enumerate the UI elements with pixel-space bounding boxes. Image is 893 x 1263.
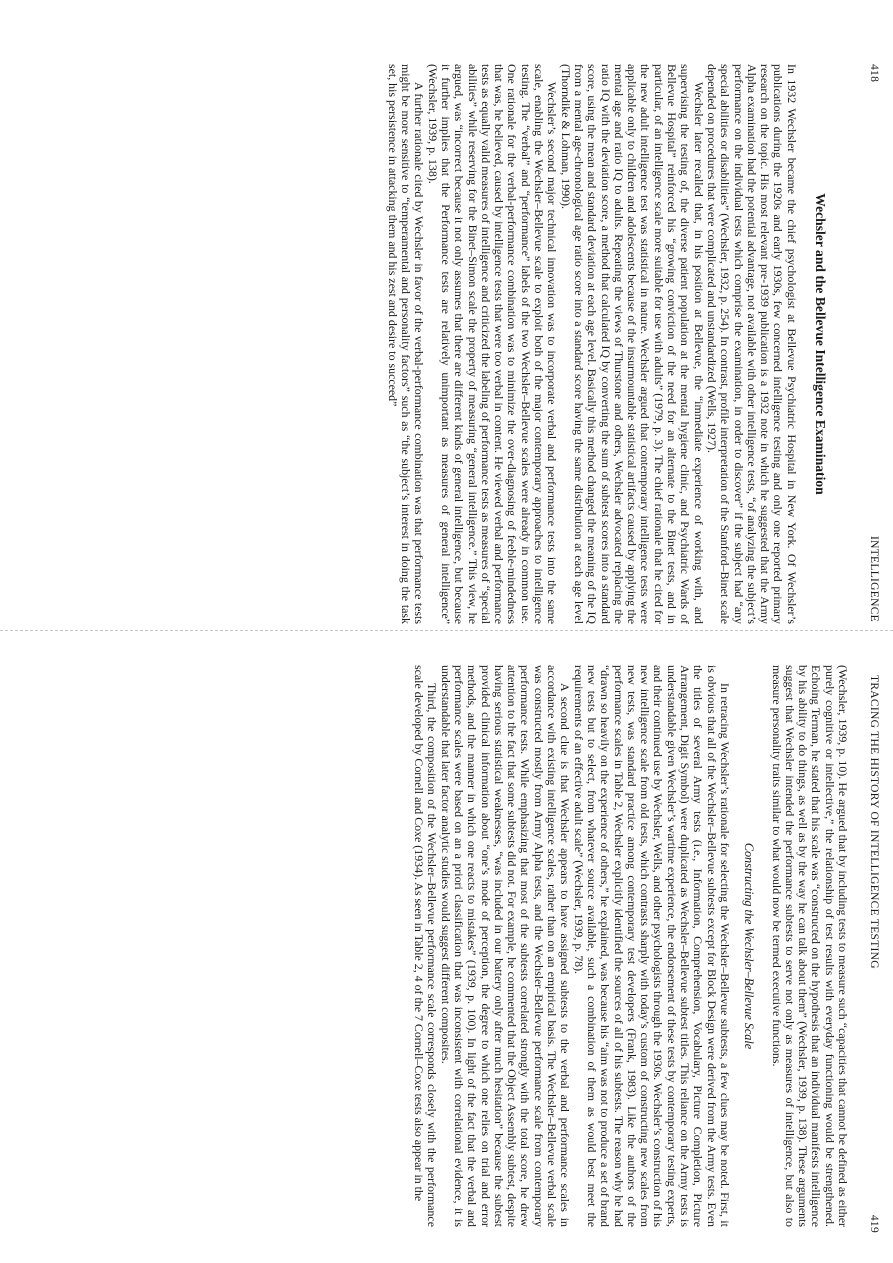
page-number: 419 [868,1214,880,1233]
running-head [864,675,880,1233]
right-text-column [412,665,849,1227]
running-head-title: TRACING THE HISTORY OF INTELLIGENCE TESTING [868,675,880,969]
section-title: Wechsler and the Bellevue Intelligence Examination [813,193,828,495]
paragraph: In retracing Wechsler’s rationale for selecting the Wechsler–Bellevue subtests, a few clues may be noted. First, it is obvious that all of the Wechsler–Bellevue subtests except for Block Design were derived from the Army tests. Even the titles of several Army tests (i.e., Information, Comprehension, Vocabulary, Picture Completion, Picture Arrangement, Digit Symbol) were duplicated as Wechsler–Bellevue subtest titles. This reliance on the Army tests is understandable given Wechsler’s wartime experience, the endorsement of these tests by contemporary testing experts, and their continued use by Wechsler, Wells, and other psychologists through the 1930s. Wechsler’s construction of his new intelligence scale from old tests, which contrasts sharply with today’s custom of constructing new scales from new tests, was standard practice among contemporary test developers (Frank, 1983). Like the authors of the performance scales in Table 2, Wechsler explicitly identified the sources of all of his subtests. The reason why he had “drawn so heavily on the experience of others,” he explained, was because his “aim was not to produce a set of brand new tests but to select, from whatever source available, such a combination of them as would best meet the requirements of an effective adult scale” (Wechsler, 1939, p. 78). [571,665,732,1227]
paragraph: A second clue is that Wechsler appears to have assigned subtests to the verbal and performance scales in accordance with existing intelligence scales, rather than on an empirical basis. The Wechsler–Bellevue verbal scale was constructed mostly from Army Alpha tests, and the Wechsler–Bellevue performance scale from contemporary performance tests. While emphasizing that most of the subtests correlated strongly with the total score, he drew attention to the fact that some subtests did not. For example, he commented that the Object Assembly subtest, despite having serious statistical weaknesses, “was included in our battery only after much hesitation” because the subtest provided clinical information about “one’s mode of perception, the degree to which one relies on trial and error methods, and the manner in which one reacts to mistakes” (1939, p. 100). In light of the fact that the verbal and performance scales were based on an a priori classification that was inconsistent with correlational evidence, it is understandable that later factor analytic studies would suggest different composites. [438,665,573,1227]
paragraph: Wechsler’s second major technical innovation was to incorporate verbal and performance tests into the same scale, enabling the Wechsler–Bellevue scale to exploit both of the major contemporary approaches to intelligence testing. The “verbal” and “performance” labels of the two Wechsler–Bellevue scales were already in common use. One rationale for the verbal-performance combination was to minimize the over-diagnosing of feeble-mindedness that was, he believed, caused by intelligence tests that were too verbal in content. He viewed verbal and performance tests as equally valid measures of intelligence and criticized the labeling of performance tests as measures of “special abilities” while reserving for the Binet–Simon scale the property of measuring “general intelligence.” This view, he argued, was “incorrect because it not only assumes that there are different kinds of general intelligence, but because it further implies that the Performance tests are relatively unimportant as measures of general intelligence” (Wechsler, 1939, p. 138). [425,64,560,624]
paragraph: (Wechsler, 1939, p. 10). He argued that by including tests to measure such “capacities that cannot be defined as either purely cognitive or intellective,” the relationship of test results with everyday functioning would be strengthened. Echoing Terman, he stated that his scale was “constructed on the hypothesis that an individual manifests intelligence by his ability to do things, as well as by the way he can talk about them” (Wechsler, 1939, p. 138). These arguments suggest that Wechsler intended the performance subtests to serve not only as measures of intelligence, but also to measure personality traits similar to what would now be termed executive functions. [769,665,850,1227]
paragraph: Third, the composition of the Wechsler–Bellevue performance scale corresponds closely with the performance scale developed by Cornell and Coxe (1934). As seen in Table 2, 4 of the 7 Cornell–Coxe tests also appear in the [412,665,440,1227]
paragraph: In 1932 Wechsler became the chief psychologist at Bellevue Psychiatric Hospital in New York. Of Wechsler’s publications during the 1920s and early 1930s, few concerned intelligence testing and only one reported primary research on the topic. His most relevant pre-1939 publication is a 1932 note in which he suggested that the Army Alpha examination had the potential advantage, not available with other intelligence tests, “of analyzing the subject’s performance on the individual tests which comprise the examination, in order to discover” if the subject had “any special abilities or disabilities” (Wechsler, 1932, p. 254). In contrast, profile interpretation of the Stanford–Binet scale depended on procedures that were complicated and unstandardized (Wells, 1927). [704,64,799,624]
running-head [864,64,880,622]
subsection-title: Constructing the Wechsler–Bellevue Scale [742,842,757,1050]
page-number: 418 [868,64,880,83]
left-page [0,34,893,634]
running-head-title: INTELLIGENCE [868,536,880,622]
paragraph: Wechsler later recalled that, in his position at Bellevue, the “immediate experience of working with, and supervising the testing of, the diverse patient population at the mental hygiene clinic, and Psychiatric Wards of Bellevue Hospital” reinforced his “growing conviction of the need for an alternate to the Binet tests, and in particular, of an intelligence scale more suitable for use with adults” (1979, p. 3). The chief rationale that he cited for the new adult intelligence test was statistical in nature. Wechsler argued that contemporary intelligence tests were applicable only to children and adolescents because of the insurmountable statistical artifacts caused by applying the mental age and ratio IQ to adults. Repeating the views of Thurstone and others, Wechsler advocated replacing the ratio IQ with the deviation score, a method that calculated IQ by converting the sum of subtest scores into a standard score, using the mean and standard deviation at each age level. Basically this method changed the meaning of the IQ from a mental age-chronological age ratio score into a standard score having the same distribution at each age level (Thorndike & Lohman, 1990). [558,64,706,624]
paragraph: A further rationale cited by Wechsler in favor of the verbal-performance combination was that performance tests might be more sensitive to “temperamental and personality factors” such as “the subject’s interest in doing the task set, his persistence in attacking them and his zest and desire to succeed” [385,64,427,624]
left-text-column [386,64,850,624]
right-page [0,645,893,1245]
page-gutter-divider [0,630,893,631]
